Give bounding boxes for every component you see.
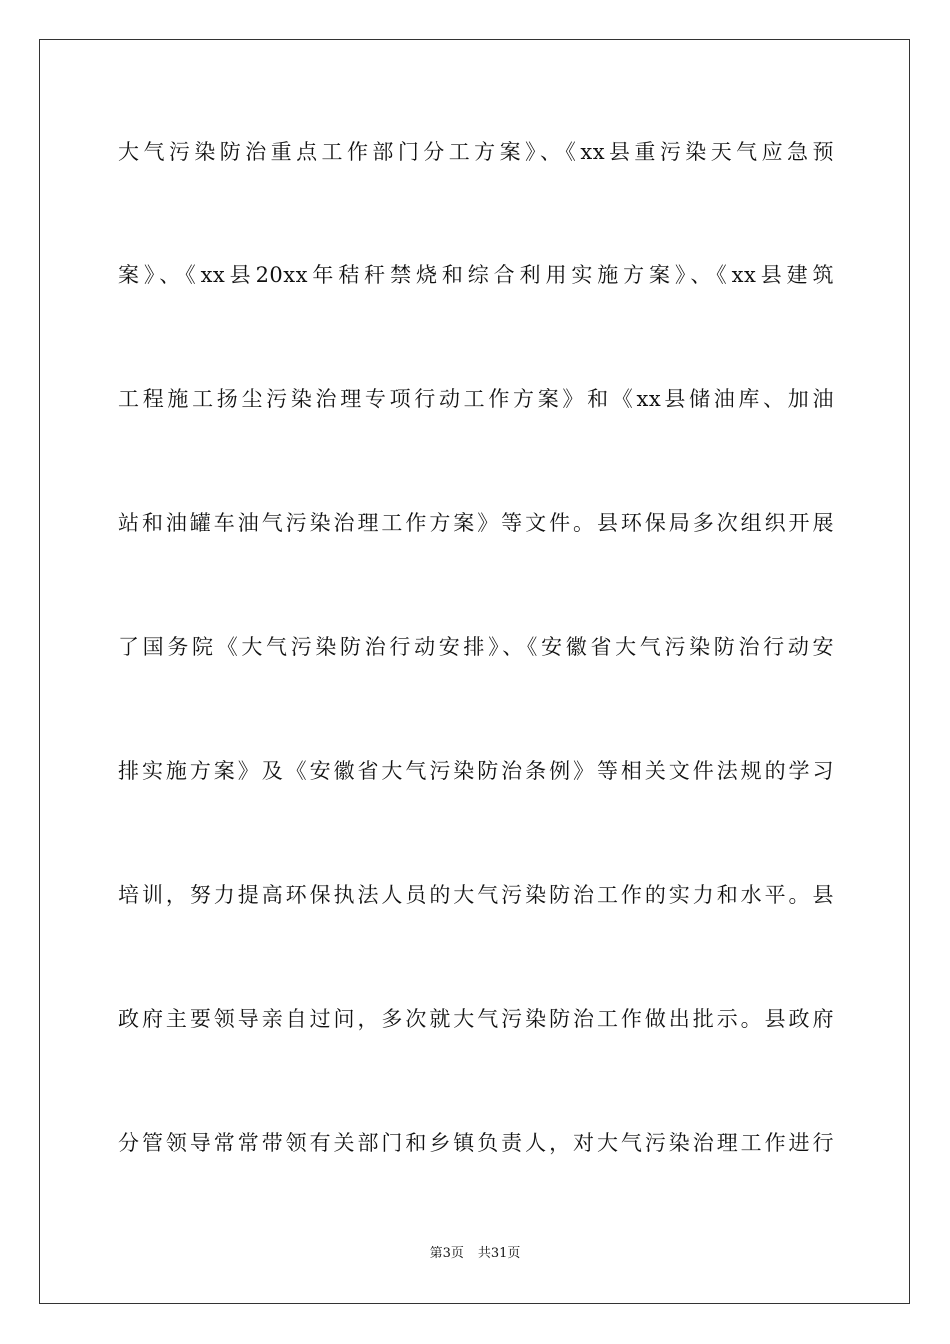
page-border xyxy=(39,39,910,1304)
body-line-7: 培训，努力提高环保执法人员的大气污染防治工作的实力和水平。县 xyxy=(118,883,834,907)
body-line-6: 排实施方案》及《安徽省大气污染防治条例》等相关文件法规的学习 xyxy=(118,759,834,783)
page-footer xyxy=(0,1244,950,1264)
body-line-4: 站和油罐车油气污染治理工作方案》等文件。县环保局多次组织开展 xyxy=(118,511,834,535)
body-line-1: 大气污染防治重点工作部门分工方案》、《xx县重污染天气应急预 xyxy=(118,140,834,164)
body-line-5: 了国务院《大气污染防治行动安排》、《安徽省大气污染防治行动安 xyxy=(118,635,834,659)
body-line-2: 案》、《xx县20xx年秸秆禁烧和综合利用实施方案》、《xx县建筑 xyxy=(118,263,834,287)
body-line-3: 工程施工扬尘污染治理专项行动工作方案》和《xx县储油库、加油 xyxy=(118,387,834,411)
body-line-8: 政府主要领导亲自过问，多次就大气污染防治工作做出批示。县政府 xyxy=(118,1007,834,1031)
total-page-count: 共31页 xyxy=(477,1246,521,1261)
current-page-number: 第3页 xyxy=(429,1246,464,1261)
body-line-9: 分管领导常常带领有关部门和乡镇负责人，对大气污染治理工作进行 xyxy=(118,1131,834,1155)
